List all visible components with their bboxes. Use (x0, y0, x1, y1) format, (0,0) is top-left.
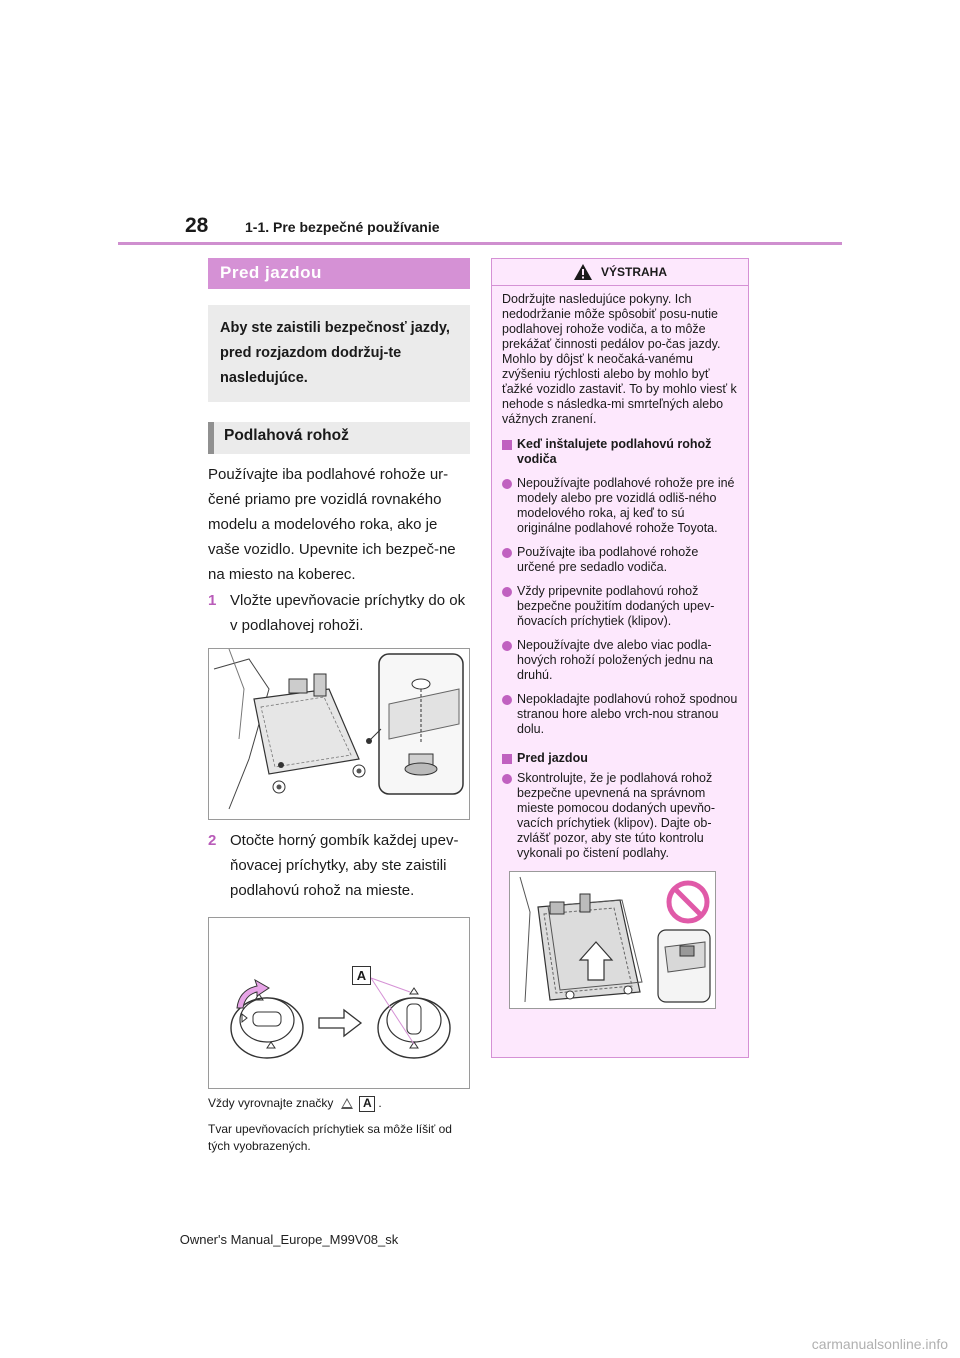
step-text: Vložte upevňovacie príchytky do ok v podlahovej rohoži. (230, 592, 466, 634)
watermark: carmanualsonline.info (811, 1336, 948, 1352)
step-2 (208, 828, 470, 903)
subheading: Podlahová rohož (208, 422, 470, 454)
intro-box: Aby ste zaistili bezpečnosť jazdy, pred rozjazdom dodržuj-te nasledujúce. (208, 305, 470, 402)
list-item-text: Nepoužívajte dve alebo viac podla-hových rohoží položených jednu na druhú. (517, 638, 713, 682)
caption-shape-note: Tvar upevňovacích príchytiek sa môže líšiť od tých vyobrazených. (208, 1122, 452, 1153)
caption-align-marks (208, 1095, 470, 1112)
step-1 (208, 588, 470, 638)
section-title: Pred jazdou (517, 751, 588, 765)
warning-title: VÝSTRAHA (600, 265, 667, 279)
round-bullet-icon (502, 548, 512, 558)
footer-text: Owner's Manual_Europe_M99V08_sk (179, 1232, 399, 1247)
round-bullet-icon (502, 695, 512, 705)
warning-intro: Dodržujte nasledujúce pokyny. Ich nedodržanie môže spôsobiť posu-nutie podlahovej rohože vodiča, a to môže prekážať činnosti pedálov po-čas jazdy. Mohlo by dôjsť k neočaká-vanému zvýšeniu rýchlosti alebo by mohlo byť ťažké vozidlo zastaviť. To by mohlo viesť k nehode s následka-mi smrteľných alebo vážnych zranení. (502, 292, 737, 426)
round-bullet-icon (502, 774, 512, 784)
section-title: 1-1. Pre bezpečné používanie (245, 219, 440, 235)
floor-mat-drawing (209, 649, 469, 819)
warning-section-before-driving (502, 751, 738, 766)
list-item (502, 584, 738, 629)
body-text: Používajte iba podlahové rohože ur-čené priamo pre vozidlá rovnakého modelu a modelového roka, ako je vaše vozidlo. Upevnite ich bezpeč-ne na miesto na koberec. (208, 466, 456, 583)
clip-rotation-illustration (208, 917, 470, 1089)
list-item-text: Nepoužívajte podlahové rohože pre iné modely alebo pre vozidlá odliš-ného modelového roka, aj keď to sú originálne podlahové rohože Toyota. (517, 476, 735, 535)
step-number: 1 (208, 592, 217, 609)
square-bullet-icon (502, 754, 512, 764)
clip-rotation-drawing (209, 918, 469, 1088)
section-title: Keď inštalujete podlahovú rohož vodiča (517, 437, 712, 466)
list-item (502, 692, 738, 737)
round-bullet-icon (502, 587, 512, 597)
list-item (502, 545, 738, 575)
caption-suffix: . (378, 1096, 382, 1110)
list-item-text: Skontrolujte, že je podlahová rohož bezpečne upevnená na správnom mieste pomocou dodaných upevňo-vacích príchytiek (klipov). Dajte ob-zvlášť pozor, aby ste túto kontrolu vykonali po čistení podlahy. (517, 771, 716, 860)
header-rule (118, 242, 842, 245)
warning-box (491, 258, 749, 1058)
list-item-text: Nepokladajte podlahovú rohož spodnou stranou hore alebo vrch-nou stranou dolu. (517, 692, 738, 736)
warning-header (492, 259, 748, 286)
callout-a-figure: A (352, 966, 371, 985)
list-item-text: Používajte iba podlahové rohože určené pre sedadlo vodiča. (517, 545, 699, 574)
square-bullet-icon (502, 440, 512, 450)
list-item (502, 638, 738, 683)
caption-prefix: Vždy vyrovnajte značky (208, 1096, 334, 1110)
round-bullet-icon (502, 479, 512, 489)
wrong-mat-placement-illustration (509, 871, 716, 1009)
warning-section-install (502, 437, 738, 467)
triangle-mark-icon (341, 1098, 353, 1109)
list-item (502, 771, 738, 861)
main-heading: Pred jazdou (208, 258, 470, 289)
prohibited-mat-drawing (510, 872, 715, 1008)
list-item (502, 476, 738, 536)
warning-triangle-icon (573, 263, 593, 281)
floor-mat-illustration (208, 648, 470, 820)
left-column (208, 258, 470, 1155)
step-number: 2 (208, 832, 217, 849)
step-text: Otočte horný gombík každej upev-ňovacej príchytky, aby ste zaistili podlahovú rohož na mieste. (230, 832, 459, 899)
callout-a: A (359, 1096, 375, 1112)
page-number: 28 (185, 214, 209, 237)
list-item-text: Vždy pripevnite podlahovú rohož bezpečne použitím dodaných upev-ňovacích príchytiek (klipov). (517, 584, 715, 628)
round-bullet-icon (502, 641, 512, 651)
